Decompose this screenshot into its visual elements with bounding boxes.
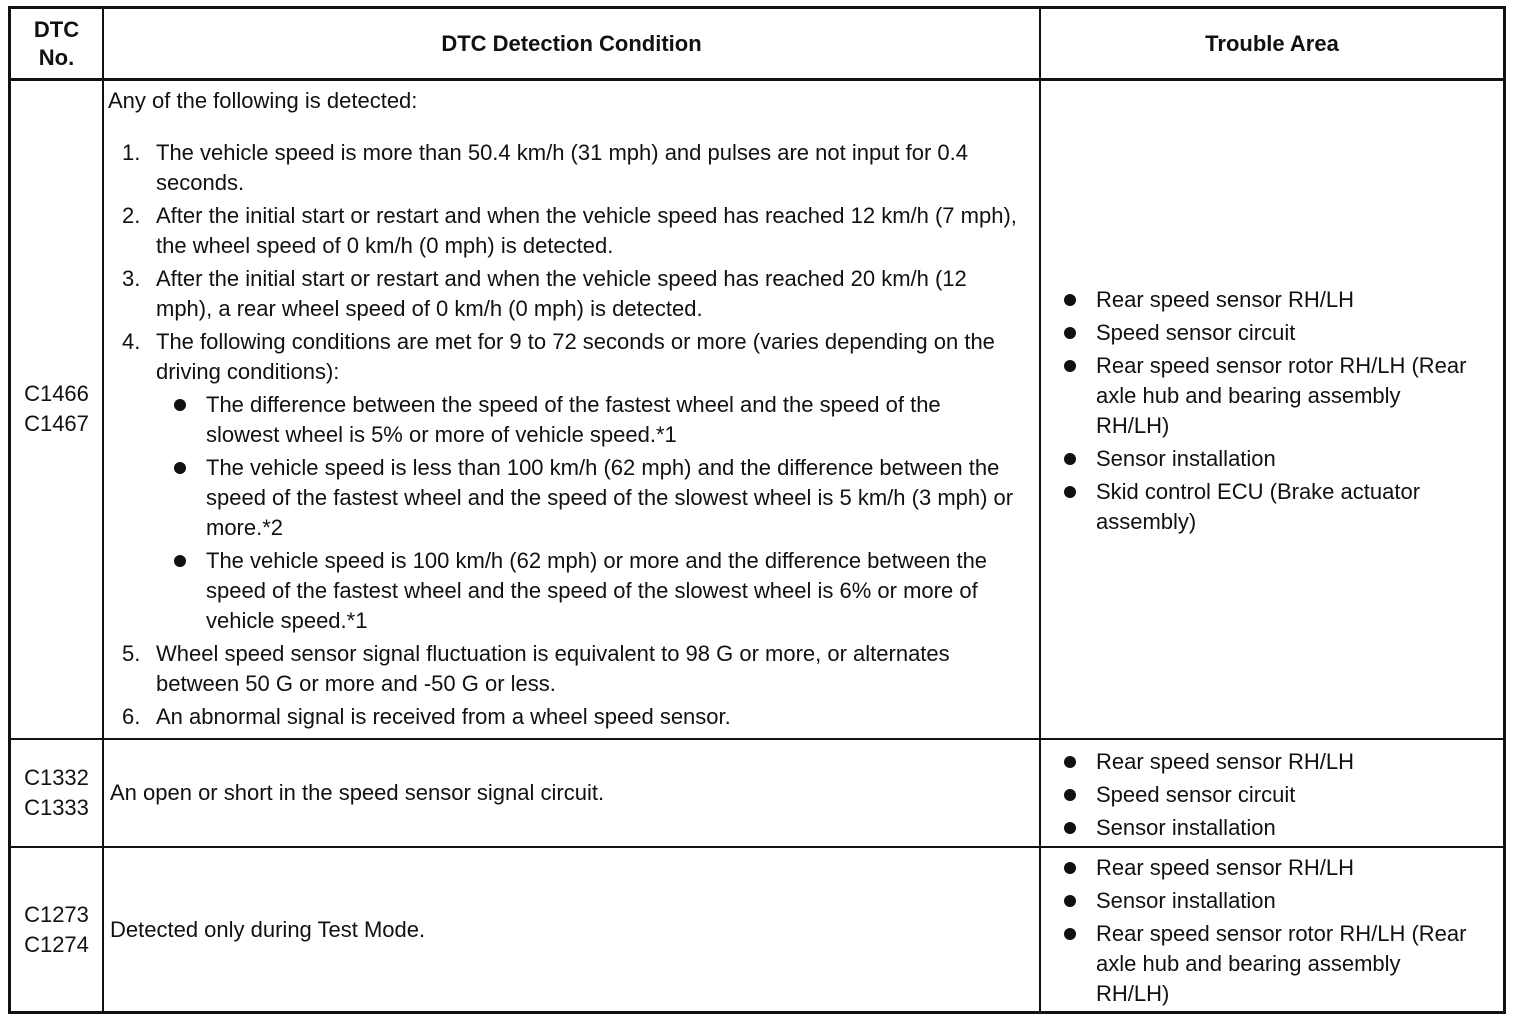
header-dtc-no <box>11 9 102 78</box>
condition-item <box>108 702 1018 732</box>
row2-detection-condition: An open or short in the speed sensor signal circuit. <box>110 780 605 805</box>
row2-dtc-codes <box>11 740 102 846</box>
condition-item <box>108 201 1018 261</box>
condition-number: 5. <box>122 641 141 666</box>
condition-text: Wheel speed sensor signal fluctuation is equivalent to 98 G or more, or alternates between 50 G or more and -50 G or less. <box>156 641 950 696</box>
row1-dtc-codes <box>11 80 102 738</box>
condition-number: 6. <box>122 704 141 729</box>
condition-number: 2. <box>122 203 141 228</box>
trouble-item: Sensor installation <box>1041 886 1471 916</box>
dtc-code: C1333 <box>24 795 89 820</box>
trouble-item: Rear speed sensor RH/LH <box>1041 853 1471 883</box>
condition-item <box>108 264 1018 324</box>
row3-dtc-codes <box>11 848 102 1011</box>
condition-text: After the initial start or restart and when the vehicle speed has reached 12 km/h (7 mph), the wheel speed of 0 km/h (0 mph) is detected. <box>156 203 1017 258</box>
row2-trouble-area <box>1041 740 1471 846</box>
trouble-item: Speed sensor circuit <box>1041 780 1354 810</box>
condition-text: After the initial start or restart and when the vehicle speed has reached 20 km/h (12 mph), a rear wheel speed of 0 km/h (0 mph) is detected. <box>156 266 967 321</box>
dtc-code: C1467 <box>24 411 89 436</box>
trouble-item: Rear speed sensor rotor RH/LH (Rear axle hub and bearing assembly RH/LH) <box>1041 351 1471 441</box>
header-detection-condition: DTC Detection Condition <box>441 30 702 56</box>
condition-item <box>108 327 1018 636</box>
trouble-item: Sensor installation <box>1041 444 1471 474</box>
row1-detection-condition <box>108 86 1018 736</box>
sub-condition-item: The difference between the speed of the fastest wheel and the speed of the slowest wheel is 5% or more of vehicle speed.*1 <box>156 390 1018 450</box>
trouble-list <box>1041 850 1471 1009</box>
condition-item <box>108 639 1018 699</box>
trouble-list <box>1041 282 1471 537</box>
trouble-list <box>1041 744 1354 843</box>
condition-intro: Any of the following is detected: <box>108 88 418 113</box>
header-dtc-no-line2: No. <box>38 44 75 70</box>
header-trouble-area: Trouble Area <box>1205 30 1339 56</box>
dtc-table <box>8 6 1506 1014</box>
header-dtc-no-line1: DTC <box>33 16 80 42</box>
dtc-code: C1332 <box>24 765 89 790</box>
row3-detection-condition: Detected only during Test Mode. <box>110 916 426 942</box>
dtc-code: C1273 <box>24 901 89 927</box>
sub-condition-item: The vehicle speed is 100 km/h (62 mph) or more and the difference between the speed of the fastest wheel and the speed of the slowest wheel is 6% or more of vehicle speed.*1 <box>156 546 1018 636</box>
condition-text: The following conditions are met for 9 to 72 seconds or more (varies depending on the driving conditions): <box>156 329 995 384</box>
condition-list <box>108 138 1018 732</box>
condition-number: 3. <box>122 266 141 291</box>
condition-number: 1. <box>122 140 141 165</box>
trouble-item: Speed sensor circuit <box>1041 318 1471 348</box>
dtc-code: C1274 <box>24 931 89 957</box>
condition-text: The vehicle speed is more than 50.4 km/h (31 mph) and pulses are not input for 0.4 seconds. <box>156 140 969 195</box>
trouble-item: Rear speed sensor RH/LH <box>1041 285 1471 315</box>
sub-condition-list <box>156 390 1018 636</box>
trouble-item: Rear speed sensor rotor RH/LH (Rear axle hub and bearing assembly RH/LH) <box>1041 919 1471 1009</box>
condition-text: An abnormal signal is received from a wheel speed sensor. <box>156 704 731 729</box>
trouble-item: Skid control ECU (Brake actuator assembly) <box>1041 477 1471 537</box>
trouble-item: Sensor installation <box>1041 813 1354 843</box>
dtc-code: C1466 <box>24 381 89 406</box>
row3-trouble-area <box>1041 848 1471 1011</box>
row1-trouble-area <box>1041 80 1471 738</box>
condition-number: 4. <box>122 329 141 354</box>
trouble-item: Rear speed sensor RH/LH <box>1041 747 1354 777</box>
sub-condition-item: The vehicle speed is less than 100 km/h (62 mph) and the difference between the speed of the fastest wheel and the speed of the slowest wheel is 5 km/h (3 mph) or more.*2 <box>156 453 1018 543</box>
condition-item <box>108 138 1018 198</box>
